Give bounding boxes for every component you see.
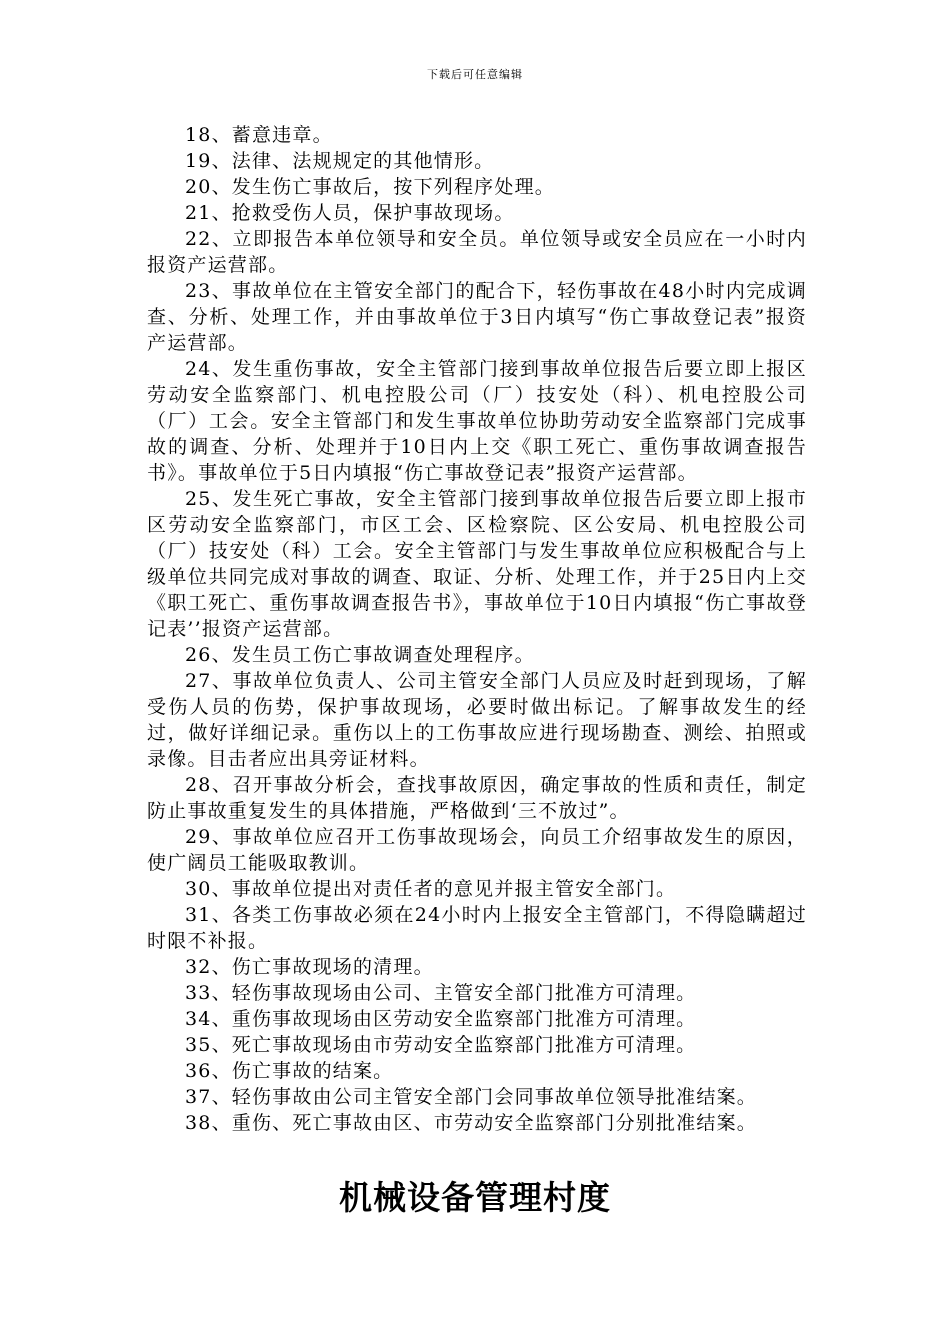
paragraph-29: 29、事故单位应召开工伤事故现场会，向员工介绍事故发生的原因，使广阔员工能吸取教训。 [147,826,807,874]
paragraph-20: 20、发生伤亡事故后，按下列程序处理。 [185,176,555,198]
paragraph-33: 33、轻伤事故现场由公司、主管安全部门批准方可清理。 [185,982,697,1004]
paragraph-30: 30、事故单位提出对责任者的意见并报主管安全部门。 [185,878,677,900]
paragraph-37: 37、轻伤事故由公司主管安全部门会同事故单位领导批准结案。 [185,1086,757,1108]
paragraph-31: 31、各类工伤事故必须在24小时内上报安全主管部门，不得隐瞒超过时限不补报。 [147,904,807,952]
paragraph-21: 21、抢救受伤人员，保护事故现场。 [185,202,515,224]
paragraph-34: 34、重伤事故现场由区劳动安全监察部门批准方可清理。 [185,1008,697,1030]
paragraph-23: 23、事故单位在主管安全部门的配合下，轻伤事故在48小时内完成调查、分析、处理工作，并由事故单位于3日内填写“伤亡事故登记表”报资产运营部。 [147,280,807,354]
document-body [147,122,807,1136]
paragraph-36: 36、伤亡事故的结案。 [185,1060,394,1082]
paragraph-35: 35、死亡事故现场由市劳动安全监察部门批准方可清理。 [185,1034,697,1056]
paragraph-26: 26、发生员工伤亡事故调查处理程序。 [185,644,535,666]
paragraph-22: 22、立即报告本单位领导和安全员。单位领导或安全员应在一小时内报资产运营部。 [147,228,807,276]
paragraph-25: 25、发生死亡事故，安全主管部门接到事故单位报告后要立即上报市区劳动安全监察部门，市区工会、区检察院、区公安局、机电控股公司（厂）技安处（科）工会。安全主管部门与发生事故单位应积极配合与上级单位共同完成对事故的调查、取证、分析、处理工作，并于25日内上交《职工死亡、重伤事故调查报告书》，事故单位于10日内填报“伤亡事故登记表’’报资产运营部。 [147,488,807,640]
paragraph-27: 27、事故单位负责人、公司主管安全部门人员应及时赶到现场，了解受伤人员的伤势，保护事故现场，必要时做出标记。了解事故发生的经过，做好详细记录。重伤以上的工伤事故应进行现场勘查、测绘、拍照或录像。目击者应出具旁证材料。 [147,670,807,770]
section-title: 机械设备管理村度 [339,1178,611,1217]
paragraph-24: 24、发生重伤事故，安全主管部门接到事故单位报告后要立即上报区劳动安全监察部门、机电控股公司（厂）技安处（科）、机电控股公司（厂）工会。安全主管部门和发生事故单位协助劳动安全监察部门完成事故的调查、分析、处理并于10日内上交《职工死亡、重伤事故调查报告书》。事故单位于5日内填报“伤亡事故登记表”报资产运营部。 [147,358,807,484]
paragraph-38: 38、重伤、死亡事故由区、市劳动安全监察部门分别批准结案。 [185,1112,757,1134]
header-note: 下载后可任意编辑 [427,68,523,81]
paragraph-32: 32、伤亡事故现场的清理。 [185,956,434,978]
paragraph-28: 28、召开事故分析会，查找事故原因，确定事故的性质和责任，制定防止事故重复发生的具体措施，严格做到‘三不放过”。 [147,774,807,822]
paragraph-18: 18、蓄意违章。 [185,124,333,146]
paragraph-19: 19、法律、法规规定的其他情形。 [185,150,495,172]
